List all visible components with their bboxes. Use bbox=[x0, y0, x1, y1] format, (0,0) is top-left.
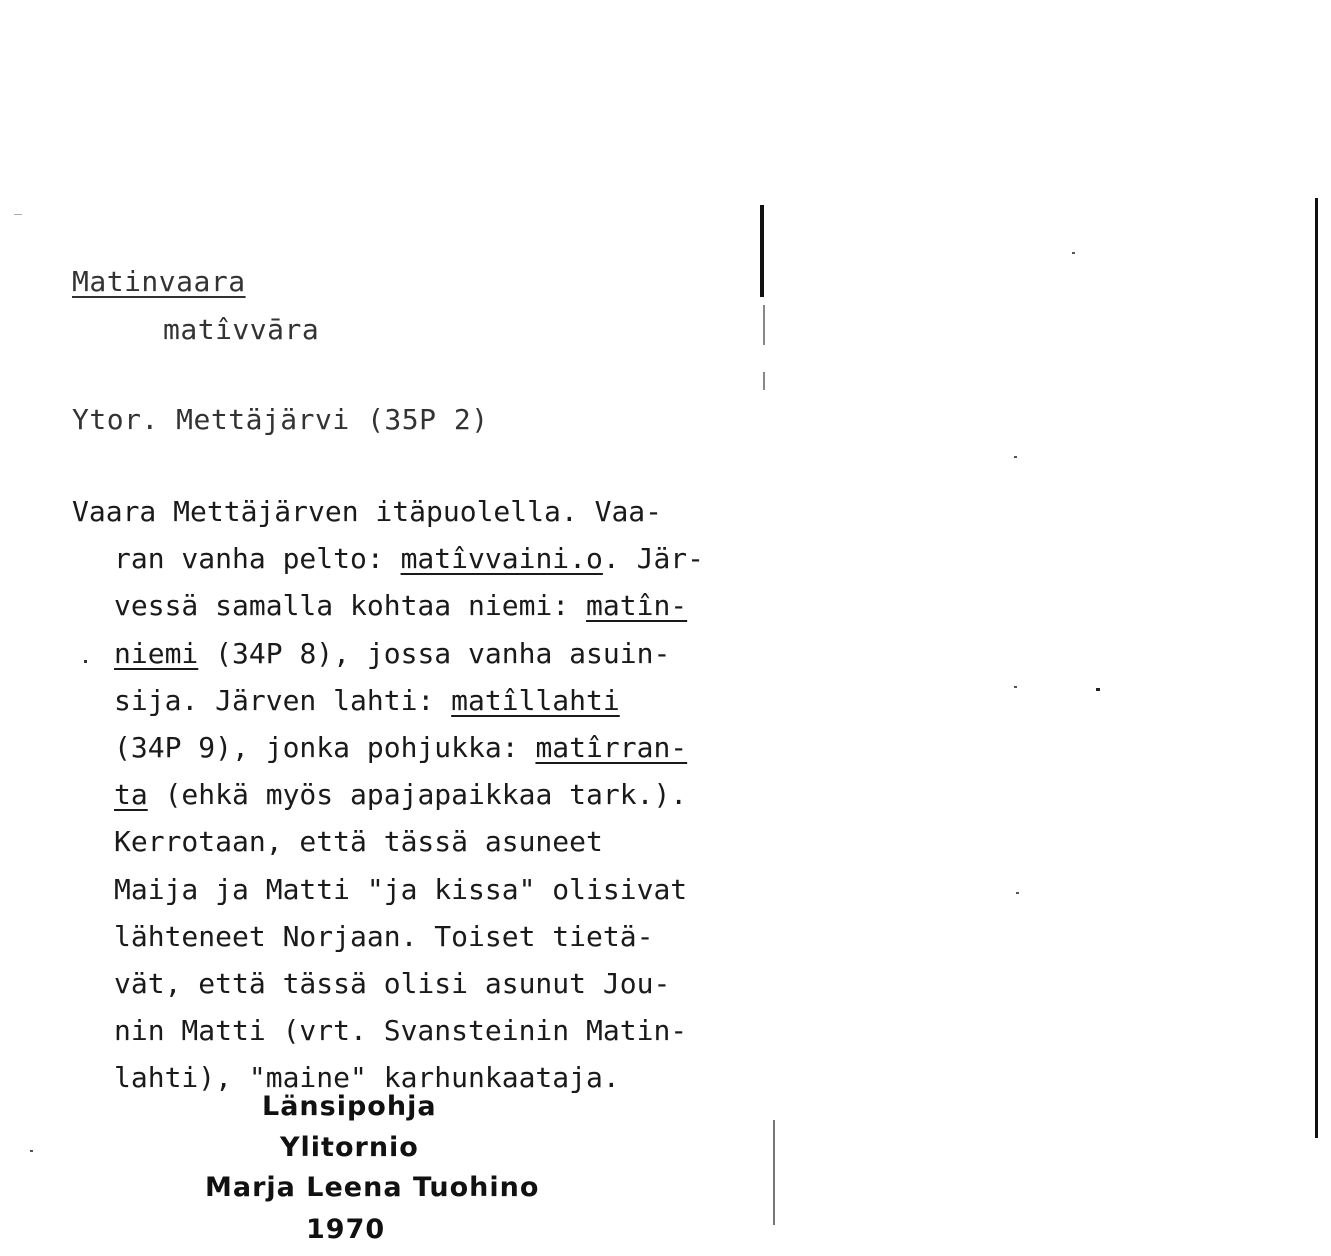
body-text-segment: . Jär- bbox=[602, 542, 705, 576]
body-text-segment: lahti), "maine" karhunkaataja. bbox=[114, 1061, 620, 1095]
body-text-segment: lähteneet Norjaan. Toiset tietä- bbox=[114, 919, 654, 953]
body-line bbox=[114, 872, 688, 906]
card-divider-dash bbox=[763, 372, 765, 390]
underlined-place-name: matîvvaini.o bbox=[400, 542, 603, 576]
body-line bbox=[114, 778, 688, 812]
stamp-collector: Marja Leena Tuohino bbox=[205, 1172, 540, 1203]
body-text-segment: Maija ja Matti "ja kissa" olisivat bbox=[114, 872, 688, 906]
stamp-parish: Ylitornio bbox=[280, 1132, 419, 1163]
body-text-segment: (ehkä myös apajapaikkaa tark.). bbox=[147, 778, 688, 812]
body-line bbox=[114, 683, 620, 717]
underlined-place-name: matîrran- bbox=[535, 731, 688, 764]
body-line bbox=[114, 825, 603, 859]
underlined-place-name: matîllahti bbox=[451, 683, 620, 717]
scan-speck bbox=[14, 214, 22, 215]
underlined-place-name: matîn- bbox=[586, 589, 688, 623]
card-right-edge-line bbox=[1315, 198, 1318, 1138]
scan-speck bbox=[1072, 252, 1075, 254]
card-divider-dash bbox=[773, 1120, 775, 1225]
underlined-place-name: ta bbox=[114, 778, 148, 812]
body-text-segment: vät, että tässä olisi asunut Jou- bbox=[114, 967, 671, 1000]
body-text-segment: (34P 8), jossa vanha asuin- bbox=[198, 636, 671, 670]
body-text-segment: (34P 9), jonka pohjukka: bbox=[114, 731, 536, 764]
body-text-segment: Kerrotaan, että tässä asuneet bbox=[114, 825, 603, 859]
underlined-place-name: niemi bbox=[114, 636, 199, 670]
scan-speck bbox=[1014, 456, 1017, 458]
body-line bbox=[114, 542, 705, 576]
body-line bbox=[114, 919, 654, 953]
body-line bbox=[114, 967, 671, 1000]
body-text-segment: vessä samalla kohtaa niemi: bbox=[114, 589, 587, 623]
phonetic-transcription: matîvvāra bbox=[163, 313, 320, 346]
body-text-segment: Vaara Mettäjärven itäpuolella. Vaa- bbox=[72, 495, 663, 528]
body-text-segment: nin Matti (vrt. Svansteinin Matin- bbox=[114, 1014, 688, 1048]
body-line bbox=[114, 731, 688, 764]
body-line bbox=[114, 636, 671, 670]
scan-speck bbox=[30, 1150, 33, 1152]
scan-speck bbox=[84, 660, 87, 663]
card-divider-dash bbox=[763, 305, 765, 345]
card-divider-line bbox=[760, 205, 764, 297]
body-line bbox=[72, 495, 663, 528]
body-text-segment: sija. Järven lahti: bbox=[114, 683, 452, 717]
body-line bbox=[114, 1014, 688, 1048]
body-line bbox=[114, 589, 688, 623]
stamp-region: Länsipohja bbox=[262, 1091, 437, 1122]
scan-speck bbox=[1014, 686, 1017, 688]
scan-speck bbox=[1016, 892, 1019, 894]
stamp-year: 1970 bbox=[306, 1214, 386, 1245]
location-line: Ytor. Mettäjärvi (35P 2) bbox=[72, 403, 489, 436]
place-name-heading: Matinvaara bbox=[72, 265, 246, 298]
body-text-segment: ran vanha pelto: bbox=[114, 542, 401, 576]
scan-speck bbox=[1096, 688, 1100, 691]
body-line bbox=[114, 1061, 620, 1095]
